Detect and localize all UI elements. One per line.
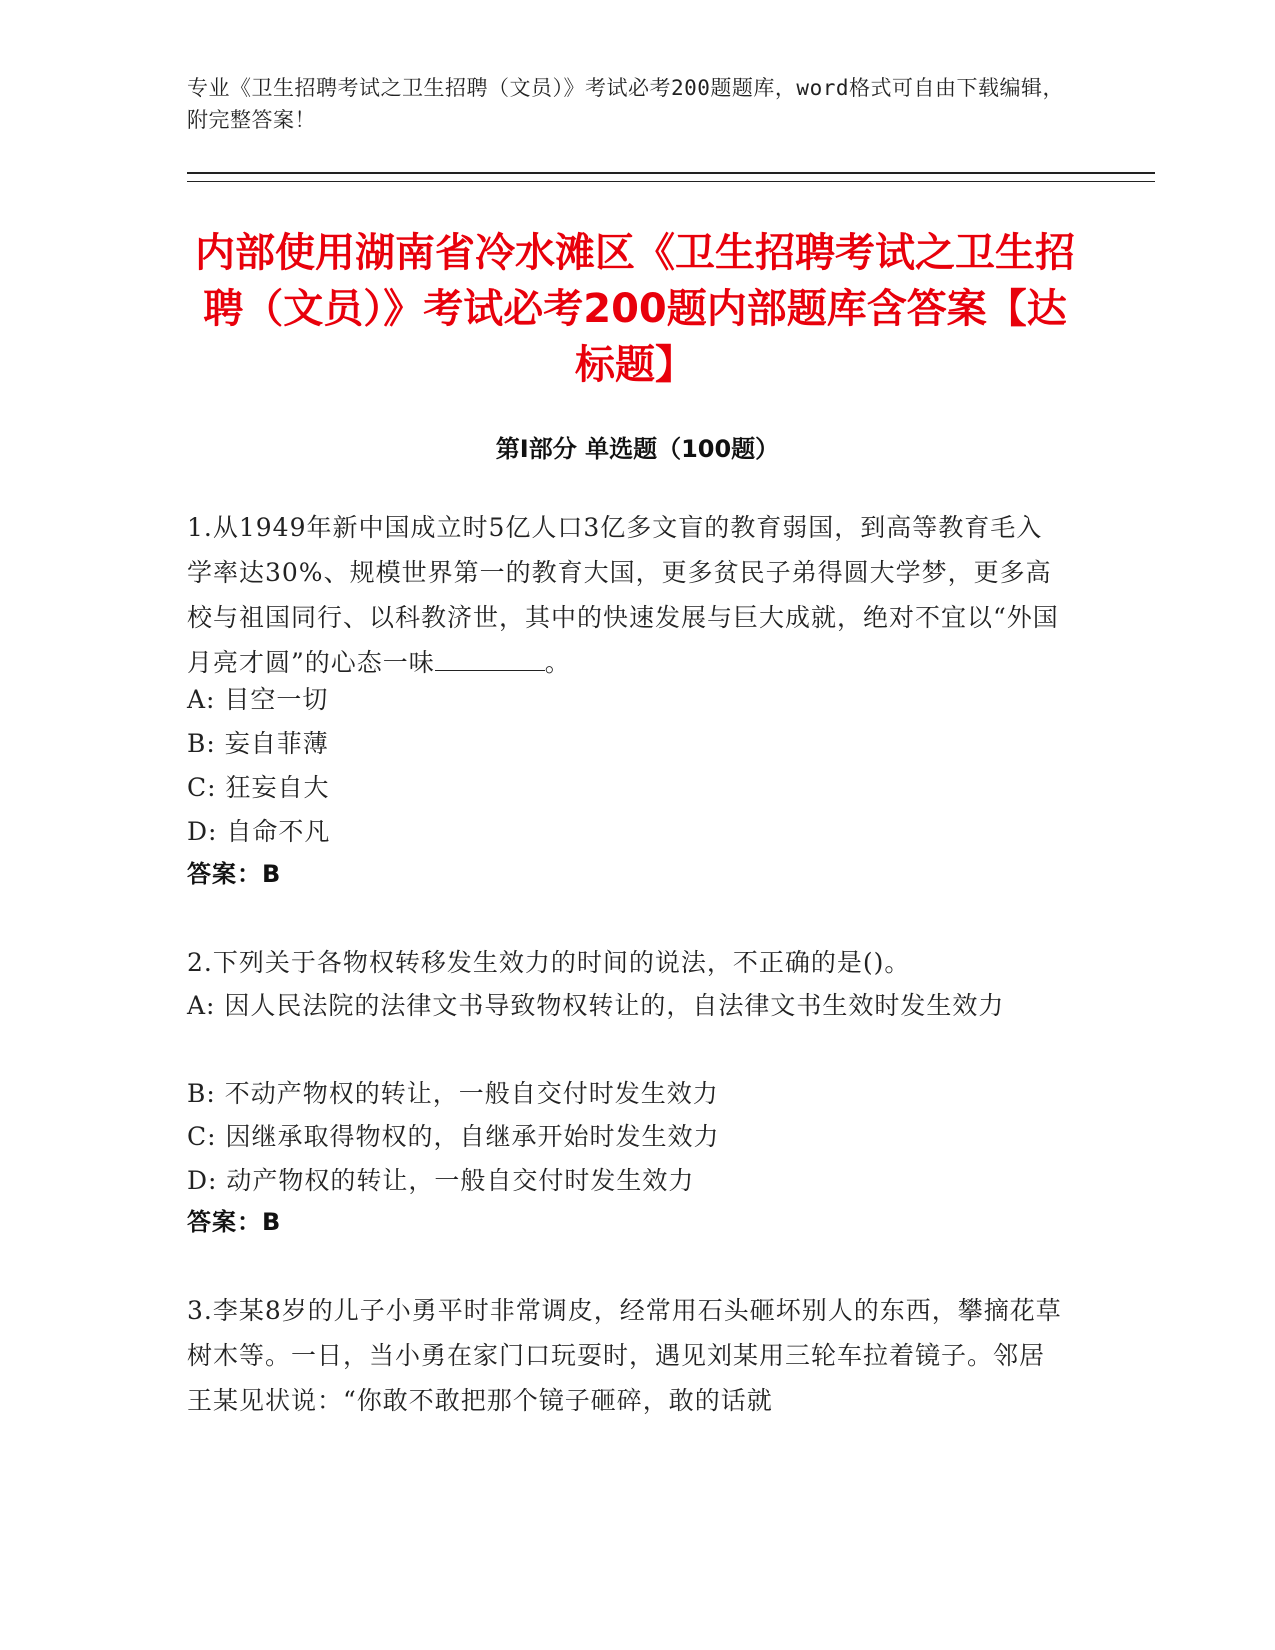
header-note: 专业《卫生招聘考试之卫生招聘（文员）》考试必考200题题库，word格式可自由下载编辑，附完整答案！ <box>187 76 1064 132</box>
question-1-stem-end: 。 <box>544 648 571 677</box>
question-2-option-c: C: 因继承取得物权的，自继承开始时发生效力 <box>187 1122 720 1151</box>
question-2-stem: 2.下列关于各物权转移发生效力的时间的说法，不正确的是()。 <box>187 948 911 977</box>
question-1-answer: 答案：B <box>187 860 282 888</box>
question-1-option-d: D: 自命不凡 <box>187 817 331 846</box>
question-2-option-a: A: 因人民法院的法律文书导致物权转让的，自法律文书生效时发生效力 <box>187 991 1005 1020</box>
question-3-stem: 3.李某8岁的儿子小勇平时非常调皮，经常用石头砸坏别人的东西，攀摘花草树木等。一日，当小勇在家门口玩耍时，遇见刘某用三轮车拉着镜子。邻居王某见状说：“你敢不敢把那个镜子砸碎，敢的话就 <box>187 1296 1062 1415</box>
document-title: 内部使用湖南省冷水滩区《卫生招聘考试之卫生招聘（文员）》考试必考200题内部题库含答案【达标题】 <box>195 230 1075 388</box>
question-1-option-a: A: 目空一切 <box>187 685 329 714</box>
question-1-option-b: B: 妄自菲薄 <box>187 729 329 758</box>
question-1-stem <box>187 505 1067 685</box>
header-divider-thick <box>187 172 1155 174</box>
question-2-option-d: D: 动产物权的转让，一般自交付时发生效力 <box>187 1166 695 1195</box>
header-divider-thin <box>187 181 1155 182</box>
question-2-answer: 答案：B <box>187 1208 282 1236</box>
question-1-option-c: C: 狂妄自大 <box>187 773 330 802</box>
question-1-blank <box>435 646 545 671</box>
section-heading: 第I部分 单选题（100题） <box>495 435 780 463</box>
question-2-option-b: B: 不动产物权的转让，一般自交付时发生效力 <box>187 1079 719 1108</box>
question-1-stem-text: 1.从1949年新中国成立时5亿人口3亿多文盲的教育弱国，到高等教育毛入学率达30%、规模世界第一的教育大国，更多贫民子弟得圆大学梦，更多高校与祖国同行、以科教济世，其中的快速发展与巨大成就，绝对不宜以“外国月亮才圆”的心态一味 <box>187 513 1059 677</box>
